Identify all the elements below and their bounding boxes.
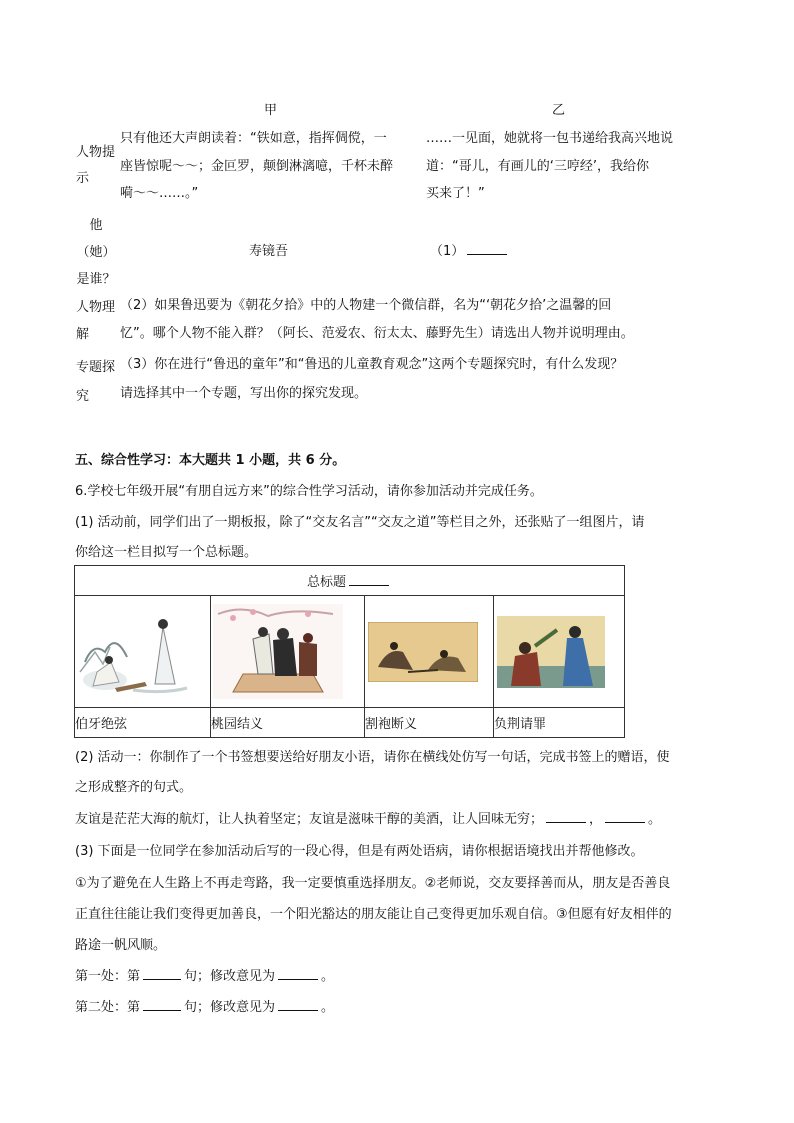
gepao-duanyi-illustration bbox=[368, 622, 478, 682]
q6-part2-sentence bbox=[75, 808, 661, 827]
picture-cell-4 bbox=[494, 596, 625, 708]
row1-a-line-3: 嗬～～……。” bbox=[120, 186, 199, 201]
caption-1: 伯牙绝弦 bbox=[75, 708, 211, 738]
row3-label: 人物理解 bbox=[76, 300, 116, 342]
row2-b bbox=[430, 240, 510, 259]
imitation-blank-2[interactable] bbox=[605, 810, 645, 823]
row4-line-1: （3）你在进行“鲁迅的童年”和“鲁迅的儿童教育观念”这两个专题探究时，有什么发现？ bbox=[120, 357, 624, 372]
answer1-end: 。 bbox=[321, 969, 335, 984]
answer-line-1 bbox=[75, 965, 334, 984]
row2-label: 他（她）是谁？ bbox=[76, 218, 116, 287]
period: 。 bbox=[648, 812, 662, 827]
picture-cell-3 bbox=[365, 596, 494, 708]
table-header-label: 总标题 bbox=[306, 575, 346, 590]
fujing-qingzui-illustration bbox=[497, 616, 605, 688]
q6-part2-line-1: (2) 活动一：你制作了一个书签想要送给好朋友小语，请你在横线处仿写一句话，完成书签上的赠语，使 bbox=[75, 750, 670, 765]
imitation-blank-1[interactable] bbox=[546, 810, 586, 823]
q6-part3-intro: (3) 下面是一位同学在参加活动后写的一段心得，但是有两处语病，请你根据语境找出并帮他修改。 bbox=[75, 844, 644, 859]
answer2-mid: 句；修改意见为 bbox=[184, 1000, 276, 1015]
answer2-sentence-blank[interactable] bbox=[143, 998, 181, 1011]
row3-line-2: 忆”。哪个人物不能入群？（阿长、范爱农、衍太太、藤野先生）请选出人物并说明理由。 bbox=[120, 326, 634, 341]
q6-part3-line-1: ①为了避免在人生路上不再走弯路，我一定要慎重选择朋友。②老师说，交友要择善而从，朋友是否善良 bbox=[75, 876, 671, 891]
table-header bbox=[75, 566, 625, 596]
caption-3: 割袍断义 bbox=[365, 708, 494, 738]
caption-2: 桃园结义 bbox=[211, 708, 365, 738]
boya-guqin-illustration bbox=[75, 602, 195, 702]
col-b-head: 乙 bbox=[552, 103, 566, 118]
row1-a-line-2: 座皆惊呢～～；金叵罗，颠倒淋漓噫，千杯未醉 bbox=[120, 159, 394, 174]
taoyuan-oath-illustration bbox=[213, 604, 343, 699]
row4-line-2: 请选择其中一个专题，写出你的探究发现。 bbox=[120, 386, 368, 401]
picture-cell-2 bbox=[211, 596, 365, 708]
answer2-fix-blank[interactable] bbox=[278, 998, 318, 1011]
title-blank[interactable] bbox=[349, 573, 389, 586]
caption-4: 负荆请罪 bbox=[494, 708, 625, 738]
picture-cell-1 bbox=[75, 596, 211, 708]
row2-b-label: （1） bbox=[430, 244, 465, 259]
q6-part3-line-3: 路途一帆风顺。 bbox=[75, 938, 167, 953]
q6-intro: 6.学校七年级开展“有朋自远方来”的综合性学习活动，请你参加活动并完成任务。 bbox=[75, 484, 543, 499]
row1-label: 人物提示 bbox=[76, 145, 116, 186]
row3-line-1: （2）如果鲁迅要为《朝花夕拾》中的人物建一个微信群，名为“‘朝花夕拾’之温馨的回 bbox=[120, 298, 612, 313]
answer1-sentence-blank[interactable] bbox=[143, 967, 181, 980]
q6-part3-line-2: 正直往往能让我们变得更加善良，一个阳光豁达的朋友能让自己变得更加乐观自信。③但愿有好友相伴的 bbox=[75, 907, 672, 922]
q6-part1-line-2: 你给这一栏目拟写一个总标题。 bbox=[75, 545, 258, 560]
q6-part1-line-1: (1) 活动前，同学们出了一期板报，除了“交友名言”“交友之道”等栏目之外，还张贴了一组图片，请 bbox=[75, 515, 645, 530]
section5-heading: 五、综合性学习：本大题共 1 小题，共 6 分。 bbox=[75, 453, 346, 468]
answer1-mid: 句；修改意见为 bbox=[184, 969, 276, 984]
row1-b-line-1: ……一见面，她就将一包书递给我高兴地说 bbox=[426, 131, 674, 146]
answer2-end: 。 bbox=[321, 1000, 335, 1015]
row1-b-line-3: 买来了！” bbox=[426, 186, 485, 201]
answer-line-2 bbox=[75, 996, 334, 1015]
sentence-text: 友谊是茫茫大海的航灯，让人执着坚定；友谊是滋味干醇的美酒，让人回味无穷； bbox=[75, 812, 544, 827]
answer1-fix-blank[interactable] bbox=[278, 967, 318, 980]
col-a-head: 甲 bbox=[264, 103, 278, 118]
comma: ， bbox=[589, 812, 603, 827]
row1-a-line-1: 只有他还大声朗读着：“铁如意，指挥倜傥，一 bbox=[120, 131, 387, 146]
row4-label: 专题探究 bbox=[76, 360, 116, 404]
answer-blank-1[interactable] bbox=[467, 242, 507, 255]
row1-b-line-2: 道：“哥儿，有画儿的‘三哼经’，我给你 bbox=[426, 159, 649, 174]
answer2-prefix: 第二处：第 bbox=[75, 1000, 141, 1015]
picture-table bbox=[74, 565, 625, 738]
answer1-prefix: 第一处：第 bbox=[75, 969, 141, 984]
q6-part2-line-2: 之形成整齐的句式。 bbox=[75, 780, 193, 795]
row2-a: 寿镜吾 bbox=[249, 244, 289, 259]
